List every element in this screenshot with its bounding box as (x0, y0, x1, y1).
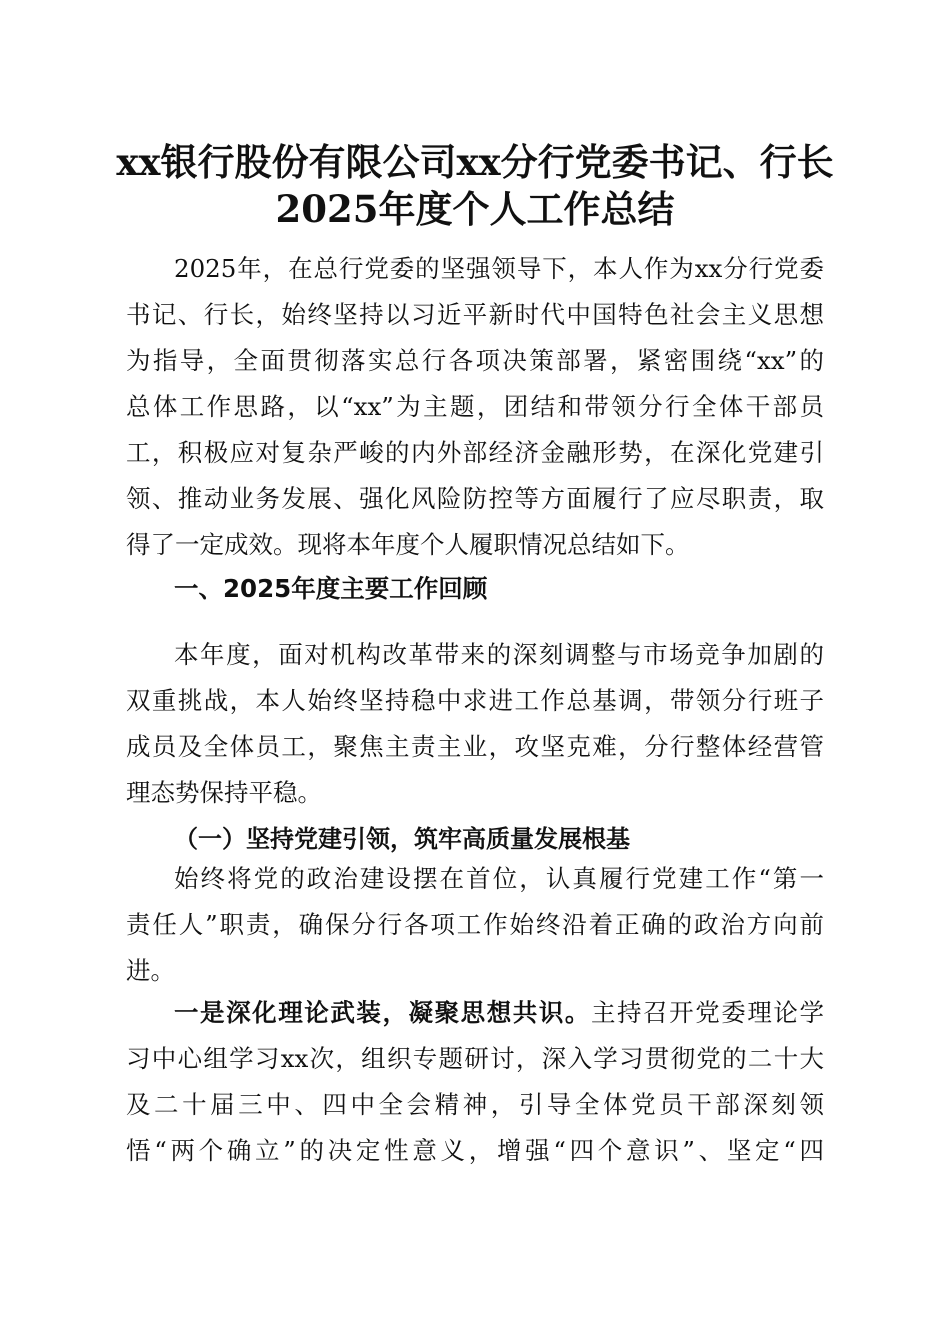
subsection1-paragraph (126, 856, 824, 994)
paragraph-line: 为指导，全面贯彻落实总行各项决策部署，紧密围绕“xx”的 (126, 346, 824, 375)
section1-paragraph (126, 632, 824, 816)
document-title-line-2: 2025年度个人工作总结 (275, 187, 675, 231)
paragraph-line: 工，积极应对复杂严峻的内外部经济金融形势，在深化党建引 (126, 438, 824, 467)
section-heading-1: 一、2025年度主要工作回顾 (174, 574, 488, 603)
paragraph-line: 书记、行长，始终坚持以习近平新时代中国特色社会主义思想 (126, 300, 824, 329)
paragraph-line: 习中心组学习xx次，组织专题研讨，深入学习贯彻党的二十大 (126, 1044, 824, 1073)
paragraph-line: 及二十届三中、四中全会精神，引导全体党员干部深刻领 (126, 1090, 824, 1119)
paragraph-line: 成员及全体员工，聚焦主责主业，攻坚克难，分行整体经营管 (126, 732, 824, 761)
paragraph-line: 进。 (126, 956, 175, 985)
paragraph-line: 始终将党的政治建设摆在首位，认真履行党建工作“第一 (174, 864, 824, 893)
bold-lead-text: 一是深化理论武装，凝聚思想共识。 (174, 998, 591, 1027)
paragraph-line: 2025年，在总行党委的坚强领导下，本人作为xx分行党委 (174, 254, 824, 283)
paragraph-line (126, 990, 824, 1036)
paragraph-line-rest: 主持召开党委理论学 (591, 998, 824, 1027)
intro-paragraph (126, 246, 824, 568)
paragraph-line: 悟“两个确立”的决定性意义，增强“四个意识”、坚定“四 (126, 1136, 824, 1165)
subsection-heading-1: （一）坚持党建引领，筑牢高质量发展根基 (174, 825, 630, 853)
paragraph-line: 领、推动业务发展、强化风险防控等方面履行了应尽职责，取 (126, 484, 824, 513)
document-title-line-1: xx银行股份有限公司xx分行党委书记、行长 (116, 140, 834, 184)
paragraph-line: 责任人”职责，确保分行各项工作始终沿着正确的政治方向前 (126, 910, 824, 939)
paragraph-line: 理态势保持平稳。 (126, 778, 322, 807)
paragraph-line: 得了一定成效。现将本年度个人履职情况总结如下。 (126, 530, 690, 559)
paragraph-line: 双重挑战，本人始终坚持稳中求进工作总基调，带领分行班子 (126, 686, 824, 715)
point1-paragraph (126, 990, 824, 1174)
paragraph-line: 总体工作思路，以“xx”为主题，团结和带领分行全体干部员 (126, 392, 824, 421)
paragraph-line: 本年度，面对机构改革带来的深刻调整与市场竞争加剧的 (174, 640, 824, 669)
